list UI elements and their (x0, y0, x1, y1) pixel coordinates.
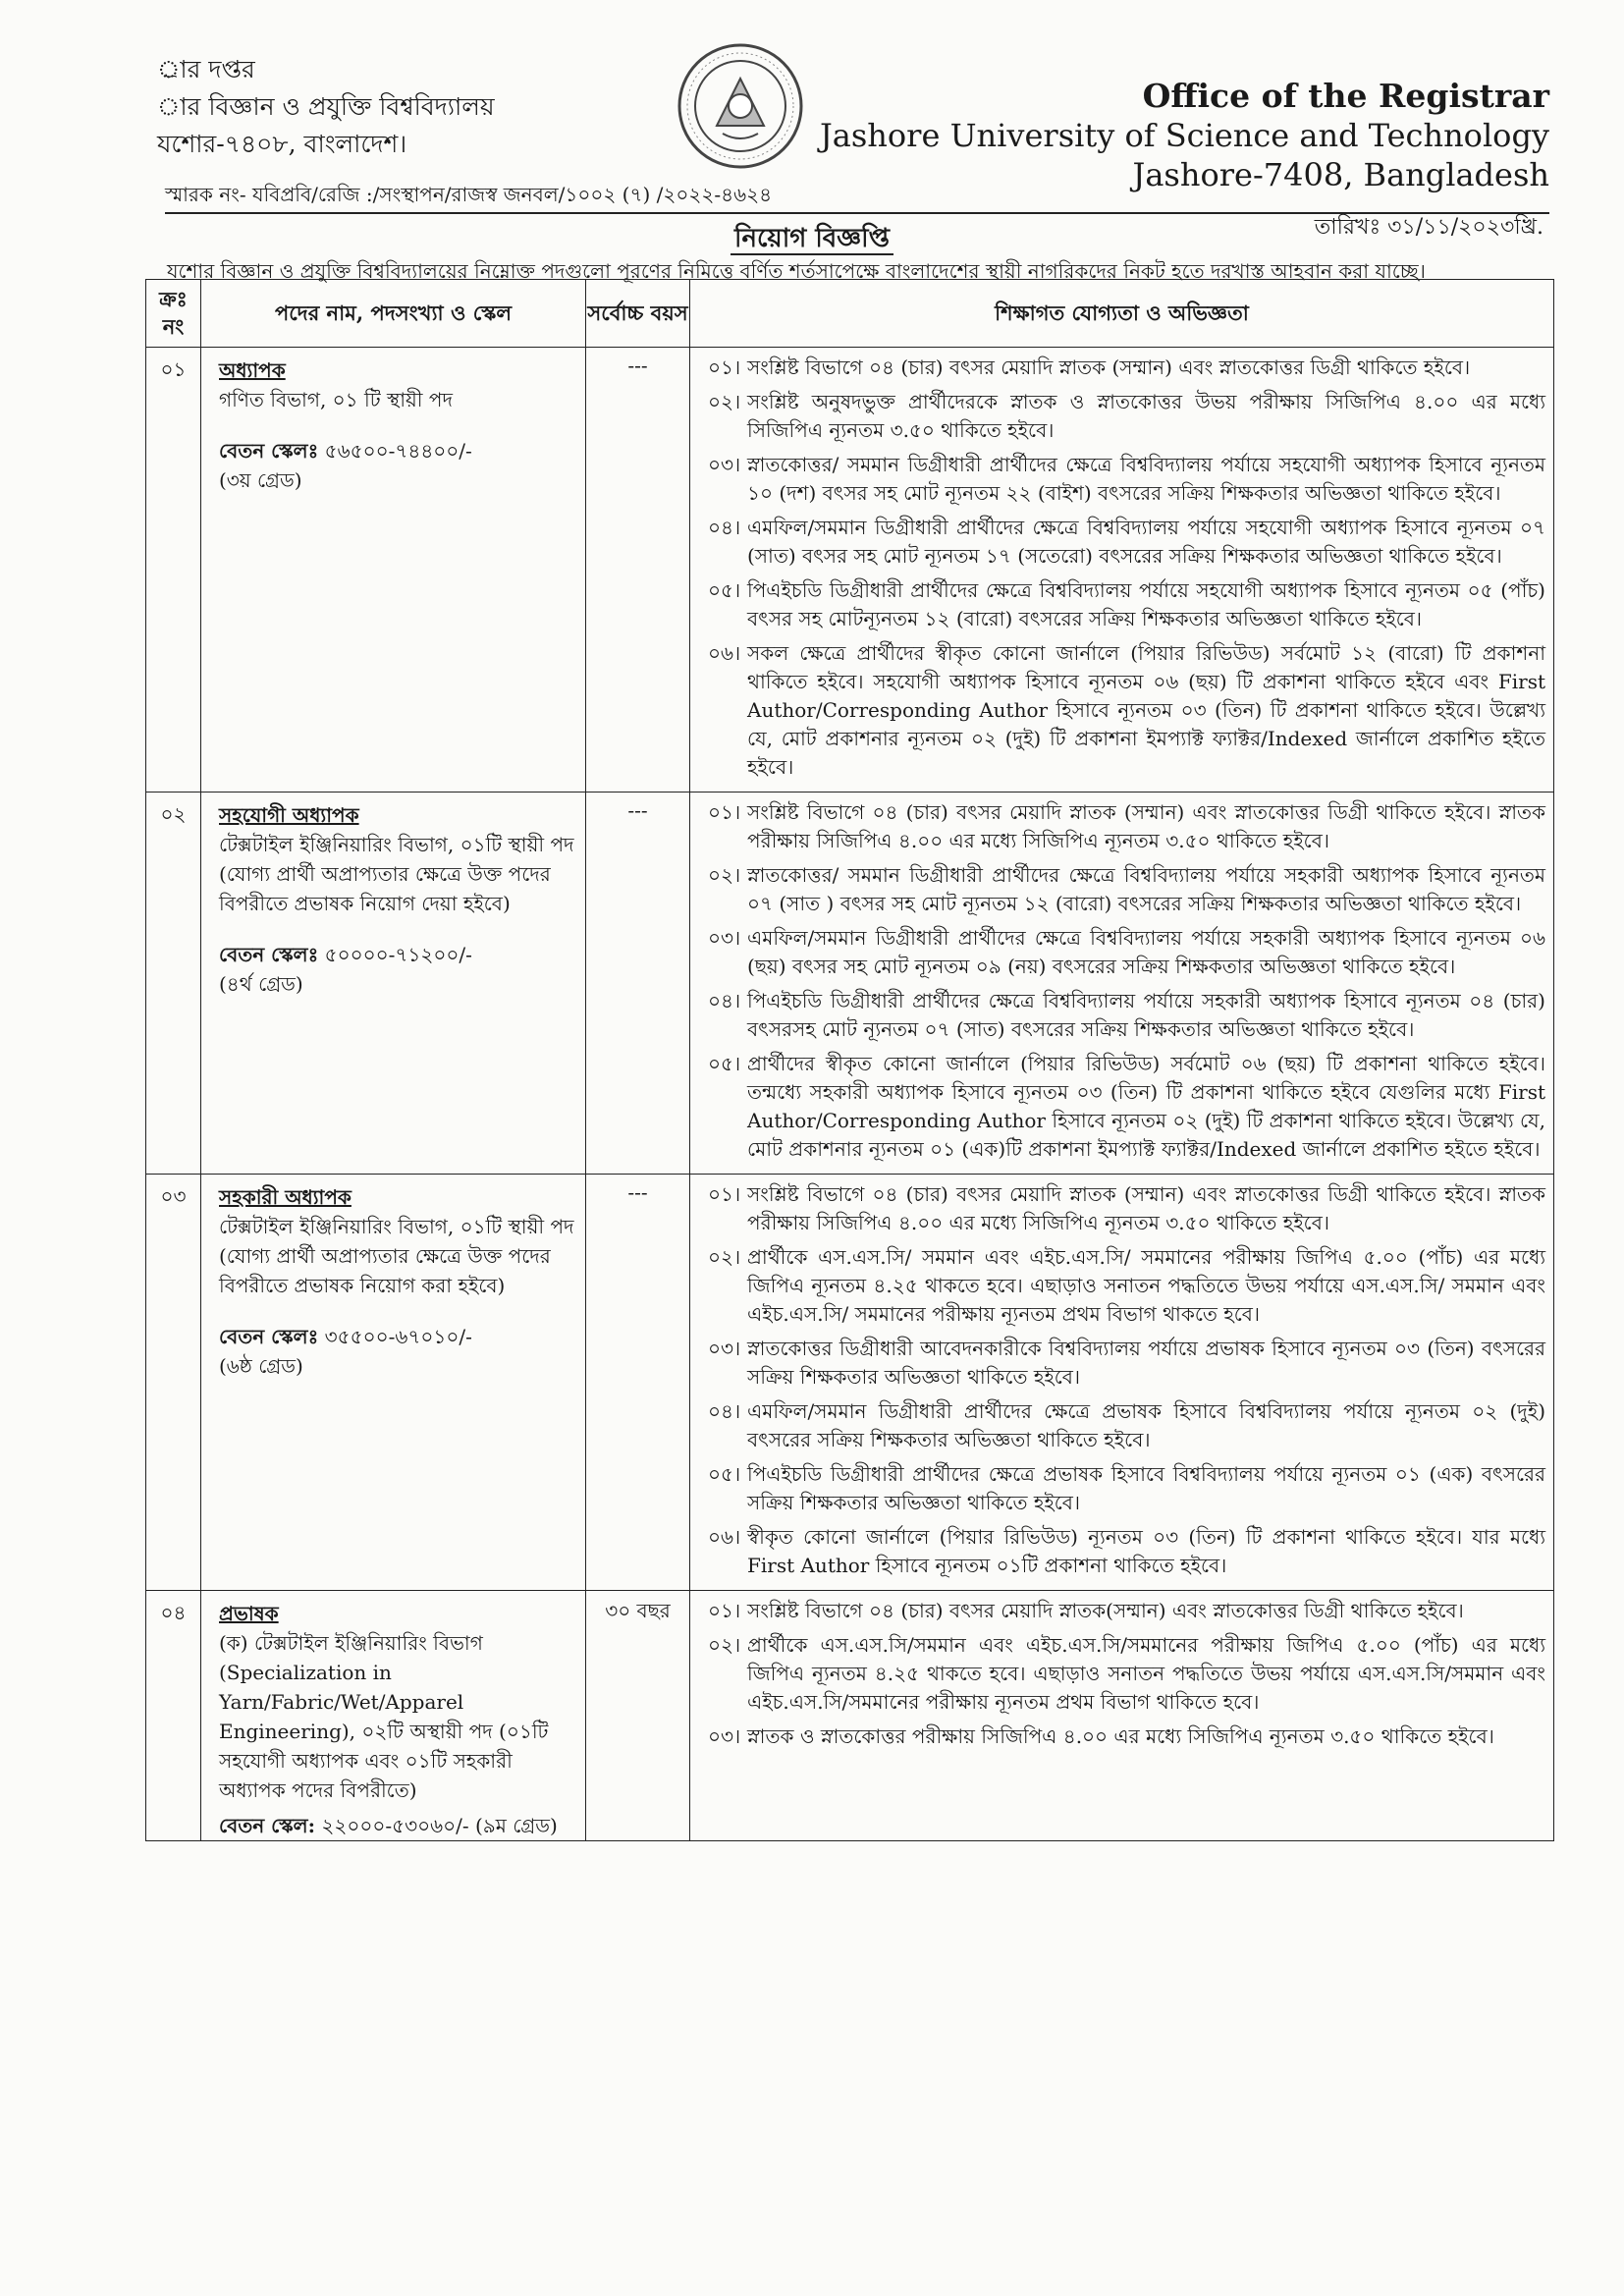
qualification-item (708, 1460, 1545, 1517)
qualification-item (708, 1243, 1545, 1329)
qualification-number: ০৫। (708, 578, 741, 602)
qualification-text: প্রার্থীকে এস.এস.সি/সমমান এবং এইচ.এস.সি/সমমানের পরীক্ষায় জিপিএ ৫.০০ (পাঁচ) এর মধ্যে জিপিএ ন্যূনতম ৪.২৫ থাকতে হবে। এছাড়াও সনাতন পদ্ধতিতে উভয় পর্যায়ে এস.এস.সি/সমমান এবং এইচ.এস.সি/সমমানের পরীক্ষায় ন্যূনতম প্রথম বিভাগ থাকিতে হবে। (747, 1633, 1545, 1714)
pay-scale-value: ৫৬৫০০-৭৪৪০০/- (324, 439, 472, 463)
header-address-bn: যশোর-৭৪০৮, বাংলাদেশ। (157, 130, 407, 158)
pay-scale (219, 1811, 579, 1840)
qualification-text: স্বীকৃত কোনো জার্নালে (পিয়ার রিভিউড) ন্যূনতম ০৩ (তিন) টি প্রকাশনা থাকিতে হইবে। যার মধ্যে First Author হিসাবে ন্যূনতম ০১টি প্রকাশনা থাকিতে হইবে। (747, 1525, 1545, 1577)
qualification-text: স্নাতক ও স্নাতকোত্তর পরীক্ষায় সিজিপিএ ৪.০০ এর মধ্যে সিজিপিএ ন্যূনতম ৩.৫০ থাকিতে হইবে। (747, 1724, 1494, 1748)
qualification-item (708, 1597, 1545, 1625)
post-cell (201, 1175, 586, 1591)
qualification-number: ০২। (708, 1633, 741, 1657)
qualification-text: সংশ্লিষ্ট বিভাগে ০৪ (চার) বৎসর মেয়াদি স্নাতক (সম্মান) এবং স্নাতকোত্তর ডিগ্রী থাকিতে হইবে। (747, 355, 1471, 379)
post-department: গণিত বিভাগ, ০১ টি স্থায়ী পদ (219, 388, 453, 411)
qualification-text: পিএইচডি ডিগ্রীধারী প্রার্থীদের ক্ষেত্রে বিশ্ববিদ্যালয় পর্যায়ে সহকারী অধ্যাপক হিসাবে ন্যূনতম ০৪ (চার) বৎসরসহ মোট ন্যূনতম ০৭ (সাত) বৎসরের সক্রিয় শিক্ষকতার অভিজ্ঞতা থাকিতে হইবে। (747, 989, 1545, 1041)
post-name: প্রভাষক (219, 1602, 279, 1625)
max-age: ৩০ বছর (586, 1591, 690, 1841)
qualification-item (708, 924, 1545, 981)
qualification-item (708, 1050, 1545, 1164)
vacancy-table (145, 279, 1554, 1841)
qualification-item (708, 1523, 1545, 1580)
qualification-number: ০১। (708, 800, 741, 824)
qualification-number: ০৩। (708, 453, 741, 476)
qualification-item (708, 861, 1545, 918)
header-address-en: Jashore-7408, Bangladesh (1132, 156, 1549, 193)
qualification-number: ০১। (708, 355, 741, 379)
qualification-text: স্নাতকোত্তর/ সমমান ডিগ্রীধারী প্রার্থীদের ক্ষেত্রে বিশ্ববিদ্যালয় পর্যায়ে সহকারী অধ্যাপক হিসাবে ন্যূনতম ০৭ (সাত ) বৎসর সহ মোট ন্যূনতম ১২ (বারো) বৎসরের সক্রিয় শিক্ষকতার অভিজ্ঞতা থাকিতে হইবে। (747, 863, 1545, 915)
qualification-number: ০৪। (708, 989, 741, 1012)
qualification-item (708, 987, 1545, 1044)
qualification-item (708, 354, 1545, 382)
qualification-text: পিএইচডি ডিগ্রীধারী প্রার্থীদের ক্ষেত্রে বিশ্ববিদ্যালয় পর্যায়ে সহযোগী অধ্যাপক হিসাবে ন্যূনতম ০৫ (পাঁচ) বৎসর সহ মোটন্যূনতম ১২ (বারো) বৎসরের সক্রিয় শিক্ষকতার অভিজ্ঞতা থাকিতে হইবে। (747, 578, 1545, 630)
qualification-text: এমফিল/সমমান ডিগ্রীধারী প্রার্থীদের ক্ষেত্রে বিশ্ববিদ্যালয় পর্যায়ে সহকারী অধ্যাপক হিসাবে ন্যূনতম ০৬ (ছয়) বৎসর সহ মোট ন্যূনতম ০৯ (নয়) বৎসরের সক্রিয় শিক্ষকতার অভিজ্ঞতা থাকিতে হইবে। (747, 926, 1545, 978)
pay-scale (219, 436, 579, 465)
qualification-item (708, 639, 1545, 782)
post-department: (ক) টেক্সটাইল ইঞ্জিনিয়ারিং বিভাগ (Specialization in Yarn/Fabric/Wet/Apparel Engineering), ০২টি অস্থায়ী পদ (০১টি সহযোগী অধ্যাপক এবং ০১টি সহকারী অধ্যাপক পদের বিপরীতে) (219, 1631, 549, 1802)
university-seal-icon (676, 41, 805, 171)
qualification-number: ০১। (708, 1599, 741, 1622)
qualification-item (708, 1397, 1545, 1454)
qualification-item (708, 451, 1545, 508)
qualification-number: ০২। (708, 863, 741, 887)
qualification-text: এমফিল/সমমান ডিগ্রীধারী প্রার্থীদের ক্ষেত্রে প্রভাষক হিসাবে বিশ্ববিদ্যালয় পর্যায়ে ন্যূনতম ০২ (দুই) বৎসরের সক্রিয় শিক্ষকতার অভিজ্ঞতা থাকিতে হইবে। (747, 1399, 1545, 1451)
qualification-item (708, 798, 1545, 855)
qualification-text: পিএইচডি ডিগ্রীধারী প্রার্থীদের ক্ষেত্রে প্রভাষক হিসাবে বিশ্ববিদ্যালয় পর্যায়ে ন্যূনতম ০১ (এক) বৎসরের সক্রিয় শিক্ষকতার অভিজ্ঞতা থাকিতে হইবে। (747, 1462, 1545, 1514)
max-age: --- (586, 1175, 690, 1591)
qualification-item (708, 1722, 1545, 1751)
qualification-item (708, 1180, 1545, 1237)
qualification-cell (690, 348, 1554, 793)
qualification-text: সংশ্লিষ্ট বিভাগে ০৪ (চার) বৎসর মেয়াদি স্নাতক (সম্মান) এবং স্নাতকোত্তর ডিগ্রী থাকিতে হইবে। স্নাতক পরীক্ষায় সিজিপিএ ৪.০০ এর মধ্যে সিজিপিএ ন্যূনতম ৩.৫০ থাকিতে হইবে। (747, 1182, 1545, 1234)
max-age: --- (586, 348, 690, 793)
pay-scale-value: ৩৫৫০০-৬৭০১০/- (324, 1325, 472, 1348)
post-name: অধ্যাপক (219, 358, 286, 382)
qualification-text: সংশ্লিষ্ট বিভাগে ০৪ (চার) বৎসর মেয়াদি স্নাতক(সম্মান) এবং স্নাতকোত্তর ডিগ্রী থাকিতে হইবে। (747, 1599, 1464, 1622)
qualification-text: এমফিল/সমমান ডিগ্রীধারী প্রার্থীদের ক্ষেত্রে বিশ্ববিদ্যালয় পর্যায়ে সহযোগী অধ্যাপক হিসাবে ন্যূনতম ০৭ (সাত) বৎসর সহ মোট ন্যূনতম ১৭ (সতেরো) বৎসরের সক্রিয় শিক্ষকতার অভিজ্ঞতা থাকিতে হইবে। (747, 516, 1545, 568)
pay-grade: (৩য় গ্রেড) (219, 468, 302, 492)
pay-scale-value: ৫০০০০-৭১২০০/- (324, 943, 472, 966)
qualification-item (708, 576, 1545, 633)
row-serial: ০৩ (146, 1175, 201, 1591)
qualification-text: সংশ্লিষ্ট অনুষদভুক্ত প্রার্থীদেরকে স্নাতক ও স্নাতকোত্তর উভয় পরীক্ষায় সিজিপিএ ৪.০০ এর মধ্যে সিজিপিএ ন্যূনতম ৩.৫০ থাকিতে হইবে। (747, 390, 1545, 442)
qualification-number: ০২। (708, 390, 741, 413)
post-name: সহকারী অধ্যাপক (219, 1185, 352, 1209)
qualification-number: ০৪। (708, 516, 741, 539)
max-age: --- (586, 793, 690, 1175)
qualification-text: প্রার্থীকে এস.এস.সি/ সমমান এবং এইচ.এস.সি/ সমমানের পরীক্ষায় জিপিএ ৫.০০ (পাঁচ) এর মধ্যে জিপিএ ন্যূনতম ৪.২৫ থাকতে হবে। এছাড়াও সনাতন পদ্ধতিতে উভয় পর্যায়ে এস.এস.সি/ সমমান এবং এইচ.এস.সি/ সমমানের পরীক্ষায় ন্যূনতম প্রথম বিভাগ থাকতে হবে। (747, 1245, 1545, 1326)
pay-grade: (৬ষ্ঠ গ্রেড) (219, 1354, 303, 1378)
pay-grade: (৪র্থ গ্রেড) (219, 972, 303, 996)
qualification-number: ০৬। (708, 1525, 741, 1549)
pay-scale (219, 940, 579, 969)
memo-number: স্মারক নং- যবিপ্রবি/রেজি :/সংস্থাপন/রাজস্ব জনবল/১০০২ (৭) /২০২২-৪৬২৪ (165, 183, 773, 206)
pay-scale-label: বেতন স্কেলঃ (219, 439, 319, 463)
pay-scale-label: বেতন স্কেল: (219, 1814, 315, 1837)
header-bangla (157, 51, 589, 163)
notice-intro: যশোর বিজ্ঞান ও প্রযুক্তি বিশ্ববিদ্যালয়ের নিম্নোক্ত পদগুলো পূরণের নিমিত্তে বর্ণিত শর্তসাপেক্ষে বাংলাদেশের স্থায়ী নাগরিকদের নিকট হতে দরখাস্ত আহবান করা যাচ্ছে। (167, 259, 1426, 283)
qualification-cell (690, 793, 1554, 1175)
memo-date: তারিখঃ ৩১/১১/২০২৩খ্রি. (1314, 215, 1543, 240)
pay-scale-label: বেতন স্কেলঃ (219, 1325, 319, 1348)
header-university-en: Jashore University of Science and Technology (819, 117, 1549, 154)
row-serial: ০২ (146, 793, 201, 1175)
qualification-text: স্নাতকোত্তর ডিগ্রীধারী আবেদনকারীকে বিশ্ববিদ্যালয় পর্যায়ে প্রভাষক হিসাবে ন্যূনতম ০৩ (তিন) বৎসরের সক্রিয় শিক্ষকতার অভিজ্ঞতা থাকিতে হইবে। (747, 1337, 1545, 1389)
qualification-text: প্রার্থীদের স্বীকৃত কোনো জার্নালে (পিয়ার রিভিউড) সর্বমোট ০৬ (ছয়) টি প্রকাশনা থাকিতে হইবে। তন্মধ্যে সহকারী অধ্যাপক হিসাবে ন্যূনতম ০৩ (তিন) টি প্রকাশনা থাকিতে হইবে যেগুলির মধ্যে First Author/Corresponding Author হিসাবে ন্যূনতম ০২ (দুই) টি প্রকাশনা থাকিতে হইবে। উল্লেখ্য যে, মোট প্রকাশনার ন্যূনতম ০১ (এক)টি প্রকাশনা ইমপ্যাক্ট ফ্যাক্টর/Indexed জার্নালে প্রকাশিত হইতে হইবে। (747, 1052, 1545, 1161)
header-qualification: শিক্ষাগত যোগ্যতা ও অভিজ্ঞতা (690, 280, 1554, 348)
qualification-text: স্নাতকোত্তর/ সমমান ডিগ্রীধারী প্রার্থীদের ক্ষেত্রে বিশ্ববিদ্যালয় পর্যায়ে সহযোগী অধ্যাপক হিসাবে ন্যূনতম ১০ (দশ) বৎসর সহ মোট ন্যূনতম ২২ (বাইশ) বৎসরের সক্রিয় শিক্ষকতার অভিজ্ঞতা থাকিতে হইবে। (747, 453, 1545, 505)
qualification-item (708, 388, 1545, 445)
post-cell (201, 793, 586, 1175)
qualification-item (708, 514, 1545, 571)
table-row-assistant-professor (146, 1175, 1554, 1591)
qualification-text: সংশ্লিষ্ট বিভাগে ০৪ (চার) বৎসর মেয়াদি স্নাতক (সম্মান) এবং স্নাতকোত্তর ডিগ্রী থাকিতে হইবে। স্নাতক পরীক্ষায় সিজিপিএ ৪.০০ এর মধ্যে সিজিপিএ ন্যূনতম ৩.৫০ থাকিতে হইবে। (747, 800, 1545, 852)
qualification-number: ০৫। (708, 1462, 741, 1486)
header-serial: ক্রঃ নং (146, 280, 201, 348)
table-row-lecturer (146, 1591, 1554, 1841)
qualification-number: ০৪। (708, 1399, 741, 1423)
header-office-en: Office of the Registrar (1142, 77, 1549, 115)
qualification-number: ০৫। (708, 1052, 741, 1075)
post-department: টেক্সটাইল ইঞ্জিনিয়ারিং বিভাগ, ০১টি স্থায়ী পদ (যোগ্য প্রার্থী অপ্রাপ্যতার ক্ষেত্রে উক্ত পদের বিপরীতে প্রভাষক নিয়োগ দেয়া হইবে) (219, 833, 574, 915)
qualification-number: ০২। (708, 1245, 741, 1269)
notice-title-text: নিয়োগ বিজ্ঞপ্তি (731, 224, 893, 255)
table-row-professor (146, 348, 1554, 793)
qualification-number: ০৩। (708, 1724, 741, 1748)
qualification-number: ০৬। (708, 641, 741, 665)
table-row-associate-professor (146, 793, 1554, 1175)
notice-title (0, 218, 1624, 261)
pay-scale-value: ২২০০০-৫৩০৬০/- (৯ম গ্রেড) (321, 1814, 558, 1837)
header-post: পদের নাম, পদসংখ্যা ও স্কেল (201, 280, 586, 348)
row-serial: ০৪ (146, 1591, 201, 1841)
qualification-item (708, 1335, 1545, 1392)
post-cell (201, 348, 586, 793)
qualification-number: ০৩। (708, 926, 741, 950)
table-header-row (146, 280, 1554, 348)
qualification-number: ০১। (708, 1182, 741, 1206)
qualification-item (708, 1631, 1545, 1717)
post-department: টেক্সটাইল ইঞ্জিনিয়ারিং বিভাগ, ০১টি স্থায়ী পদ (যোগ্য প্রার্থী অপ্রাপ্যতার ক্ষেত্রে উক্ত পদের বিপরীতে প্রভাষক নিয়োগ করা হইবে) (219, 1215, 574, 1297)
post-cell (201, 1591, 586, 1841)
pay-scale-label: বেতন স্কেলঃ (219, 943, 319, 966)
header-office-bn: ্রার দপ্তর (157, 55, 255, 83)
post-name: সহযোগী অধ্যাপক (219, 803, 359, 827)
pay-scale (219, 1322, 579, 1351)
qualification-text: সকল ক্ষেত্রে প্রার্থীদের স্বীকৃত কোনো জার্নালে (পিয়ার রিভিউড) সর্বমোট ১২ (বারো) টি প্রকাশনা থাকিতে হইবে। সহযোগী অধ্যাপক হিসাবে ন্যূনতম ০৬ (ছয়) টি প্রকাশনা থাকিতে হইবে এবং First Author/Corresponding Author হিসাবে ন্যূনতম ০৩ (তিন) টি প্রকাশনা থাকিতে হইবে। উল্লেখ্য যে, মোট প্রকাশনার ন্যূনতম ০২ (দুই) টি প্রকাশনা ইমপ্যাক্ট ফ্যাক্টর/Indexed জার্নালে প্রকাশিত হইতে হইবে। (747, 641, 1545, 779)
row-serial: ০১ (146, 348, 201, 793)
header-university-bn: ার বিজ্ঞান ও প্রযুক্তি বিশ্ববিদ্যালয় (157, 92, 495, 121)
qualification-number: ০৩। (708, 1337, 741, 1360)
qualification-cell (690, 1175, 1554, 1591)
header-age: সর্বোচ্চ বয়স (586, 280, 690, 348)
qualification-cell (690, 1591, 1554, 1841)
